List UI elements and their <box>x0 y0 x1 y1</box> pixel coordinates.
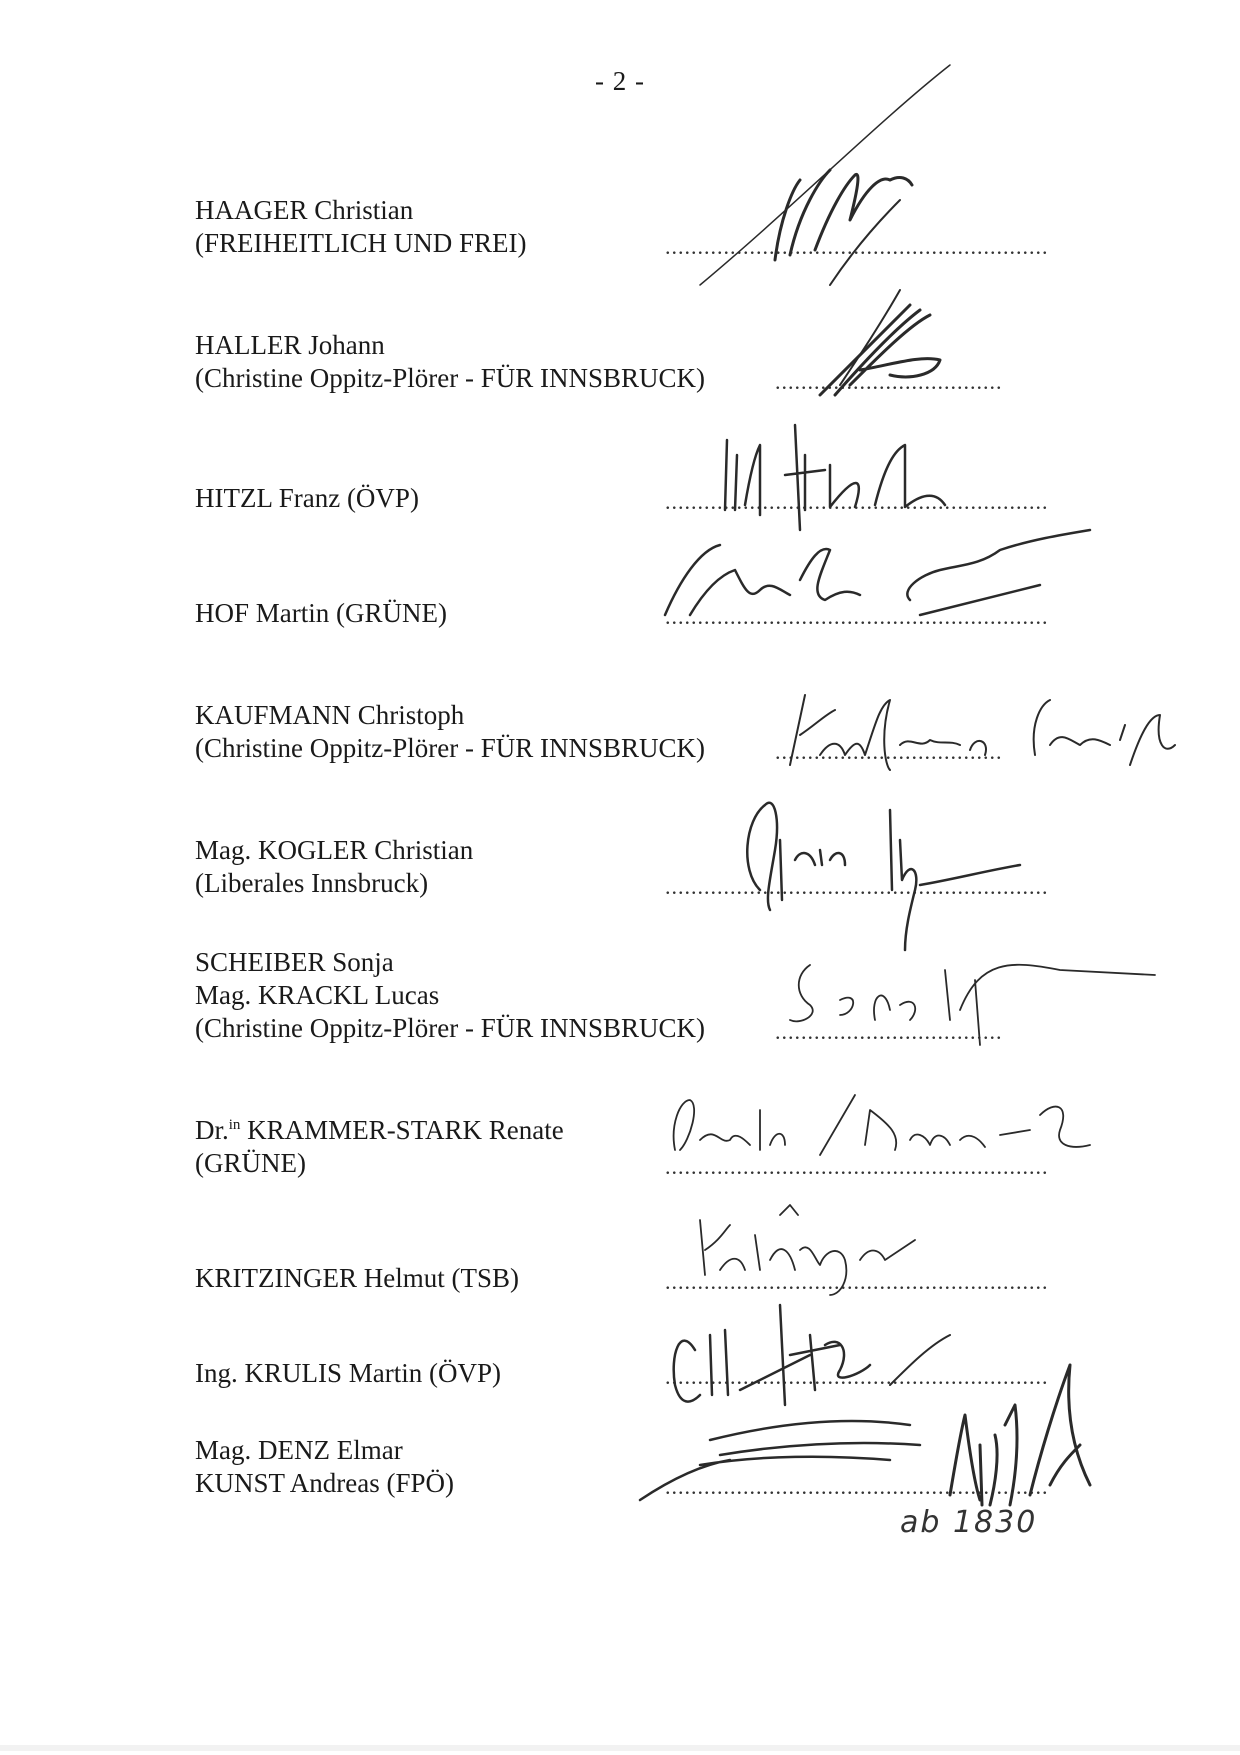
signature-line: ........................................................... <box>665 1154 1049 1179</box>
signatory-name: Mag. KRACKL Lucas <box>195 980 440 1010</box>
signatory-entry <box>195 170 1195 260</box>
signatory-name: Ing. KRULIS Martin (ÖVP) <box>195 1358 501 1388</box>
signatory-name: KUNST Andreas (FPÖ) <box>195 1468 455 1498</box>
signatory-party: (Christine Oppitz-Plörer - FÜR INNSBRUCK) <box>195 733 705 763</box>
signatory-party: (FREIHEITLICH UND FREI) <box>195 228 527 258</box>
signatory-name: Mag. KOGLER Christian <box>195 835 474 865</box>
signature-line: ........................................................... <box>665 1269 1049 1294</box>
signatory-party: (Christine Oppitz-Plörer - FÜR INNSBRUCK) <box>195 1013 705 1043</box>
signatory-names <box>195 597 447 630</box>
signatory-name: SCHEIBER Sonja <box>195 947 394 977</box>
signatory-entry <box>195 1300 1195 1390</box>
signatory-names <box>195 699 705 765</box>
signatory-names <box>195 1434 454 1500</box>
signatory-entry <box>195 810 1195 900</box>
academic-title-suffix: in <box>228 1117 241 1133</box>
signatory-names <box>195 1114 564 1180</box>
signatory-names <box>195 194 526 260</box>
signatory-party: (Liberales Innsbruck) <box>195 868 429 898</box>
signature-line: ........................................................... <box>665 234 1049 259</box>
signatory-name: KRITZINGER Helmut (TSB) <box>195 1263 519 1293</box>
signatory-name: KAUFMANN Christoph <box>195 700 465 730</box>
signatory-names <box>195 1357 501 1390</box>
signatory-entry <box>195 540 1195 630</box>
signatory-name: HAAGER Christian <box>195 195 414 225</box>
signatory-names <box>195 946 705 1045</box>
signatory-name: HALLER Johann <box>195 330 385 360</box>
signatory-entry <box>195 1090 1195 1180</box>
signatory-name: HOF Martin (GRÜNE) <box>195 598 447 628</box>
signatory-names <box>195 1262 519 1295</box>
signatory-entry <box>195 675 1195 765</box>
signatory-names <box>195 482 419 515</box>
signatory-entry <box>195 1410 1195 1500</box>
signature-line: ........................................................... <box>665 1474 1049 1499</box>
signatory-name-text: KRAMMER-STARK Renate <box>240 1115 564 1145</box>
signature-line: ................................... <box>775 739 1003 764</box>
signatory-names <box>195 329 705 395</box>
signatory-names <box>195 834 473 900</box>
signatory-party: (Christine Oppitz-Plörer - FÜR INNSBRUCK) <box>195 363 705 393</box>
signature-line: ........................................................... <box>665 489 1049 514</box>
handwritten-note: ab 1830 <box>900 1505 1038 1540</box>
signature-line: ........................................................... <box>665 1364 1049 1389</box>
signatory-name <box>195 1114 564 1147</box>
signatory-entry <box>195 1205 1195 1295</box>
signature-line: ................................... <box>775 369 1003 394</box>
signatory-entry <box>195 945 1195 1045</box>
academic-title: Dr. <box>195 1115 229 1145</box>
signatory-name: Mag. DENZ Elmar <box>195 1435 403 1465</box>
signatory-entry <box>195 305 1195 395</box>
signature-line: ........................................................... <box>665 604 1049 629</box>
signature-line: ........................................................... <box>665 874 1049 899</box>
page-bottom-edge <box>0 1745 1240 1751</box>
signatory-party: (GRÜNE) <box>195 1148 306 1178</box>
signatory-name: HITZL Franz (ÖVP) <box>195 483 419 513</box>
signature-line: ................................... <box>775 1019 1003 1044</box>
page-number: - 2 - <box>595 66 645 96</box>
signatory-entry <box>195 425 1195 515</box>
